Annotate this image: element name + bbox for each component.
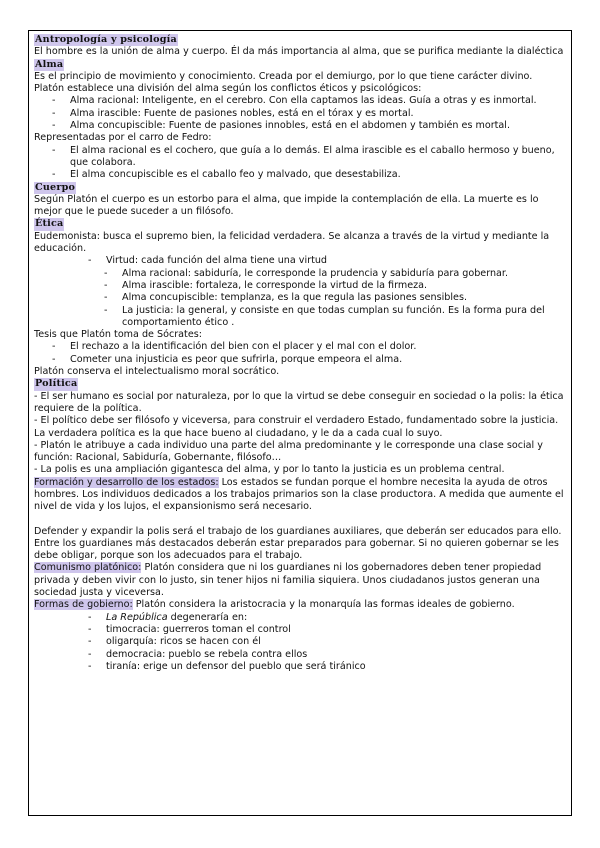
heading-alma: Alma — [35, 58, 64, 70]
text-comunismo: Platón considera que ni los guardianes ni los gobernadores deben tener propiedad privada y deben vivir con lo justo, sin tener hijos ni familia siquiera. Unos ciudadanos justos generan una sociedad justa y viceversa. — [34, 562, 542, 599]
notes-page — [28, 30, 572, 816]
list-item: - democracia: pueblo se rebela contra ellos — [34, 649, 566, 661]
list-item: - tiranía: erige un defensor del pueblo que será tiránico — [34, 661, 566, 673]
label-formas-gobierno: Formas de gobierno: — [34, 599, 133, 611]
list-item: - El rechazo a la identificación del bien con el placer y el mal con el dolor. — [34, 341, 566, 353]
paragraph-alma-1: Es el principio de movimiento y conocimiento. Creada por el demiurgo, por lo que tiene carácter divino. — [34, 70, 533, 82]
paragraph-politica-4: - La polis es una ampliación gigantesca del alma, y por lo tanto la justicia es un problema central. — [34, 464, 505, 476]
paragraph-politica-1: - El ser humano es social por naturaleza, por lo que la virtud se debe conseguir en sociedad o la polis: la ética requiere de la política. — [34, 390, 564, 414]
theses-list — [34, 341, 566, 366]
list-item: - timocracia: guerreros toman el control — [34, 624, 566, 636]
list-item: - El alma racional es el cochero, que guía a lo demás. El alma irascible es el caballo hermoso y bueno, que colabora. — [34, 145, 566, 170]
label-formacion: Formación y desarrollo de los estados: — [34, 476, 219, 488]
paragraph-carro-fedro: Representadas por el carro de Fedro: — [34, 132, 212, 144]
list-item: - Alma racional: sabiduría, le corresponde la prudencia y sabiduría para gobernar. — [34, 268, 566, 280]
list-item: - La justicia: la general, y consiste en que todas cumplan su función. Es la forma pura del comportamiento ético . — [34, 305, 566, 330]
heading-cuerpo: Cuerpo — [35, 181, 76, 193]
list-item: - Alma irascible: Fuente de pasiones nobles, está en el tórax y es mortal. — [34, 108, 566, 120]
text-formacion: Los estados se fundan porque el hombre necesita la ayuda de otros hombres. Los individuos dedicados a los trabajos primarios son la clase productora. A medida que aumente el nivel de vida y los lujos, el expansionismo será necesario. — [34, 476, 564, 513]
virtue-list — [34, 255, 566, 267]
list-item: - El alma concupiscible es el caballo feo y malvado, que desestabiliza. — [34, 169, 566, 181]
paragraph-etica: Eudemonista: busca el supremo bien, la felicidad verdadera. Se alcanza a través de la virtud y mediante la educación. — [34, 230, 550, 255]
list-item: - Virtud: cada función del alma tiene una virtud — [34, 255, 566, 267]
paragraph-alma-2: Platón establece una división del alma según los conflictos éticos y psicológicos: — [34, 83, 422, 95]
paragraph-formas-gobierno — [34, 599, 566, 611]
blank-line — [34, 514, 566, 526]
virtues-sublist — [34, 268, 566, 329]
list-item: - Cometer una injusticia es peor que sufrirla, porque empeora el alma. — [34, 354, 566, 366]
list-item: - Alma concupiscible: templanza, es la que regula las pasiones sensibles. — [34, 292, 566, 304]
heading-antropologia: Antropología y psicología — [35, 34, 177, 45]
soul-types-list — [34, 95, 566, 132]
label-comunismo: Comunismo platónico: — [34, 562, 142, 574]
heading-politica: Política — [35, 378, 78, 390]
list-item: - Alma racional: Inteligente, en el cerebro. Con ella captamos las ideas. Guía a otras y es inmortal. — [34, 95, 566, 107]
text-formas-gobierno: Platón considera la aristocracia y la monarquía las formas ideales de gobierno. — [132, 599, 515, 611]
paragraph-politica-2: - El político debe ser filósofo y viceversa, para construir el verdadero Estado, fundamentado sobre la justicia. La verdadera política es la que hace bueno al ciudadano, y le da a cada cual lo suyo. — [34, 415, 559, 439]
paragraph-formacion — [34, 477, 566, 514]
list-item: - Alma irascible: fortaleza, le corresponde la virtud de la firmeza. — [34, 280, 566, 292]
list-item: - Alma concupiscible: Fuente de pasiones innobles, está en el abdomen y también es mortal. — [34, 120, 566, 132]
paragraph-intelectualismo: Platón conserva el intelectualismo moral socrático. — [34, 366, 280, 378]
government-forms-list — [34, 612, 566, 673]
chariot-list — [34, 145, 566, 182]
paragraph-politica-3: - Platón le atribuye a cada individuo una parte del alma predominante y le corresponde una clase social y función: Racional, Sabiduría, Gobernante, filósofo… — [34, 439, 543, 464]
paragraph-antropologia: El hombre es la unión de alma y cuerpo. Él da más importancia al alma, que se purifica mediante la dialéctica — [34, 46, 564, 58]
paragraph-comunismo — [34, 562, 566, 599]
list-item: - oligarquía: ricos se hacen con él — [34, 636, 566, 648]
list-item: - La República degeneraría en: — [34, 612, 566, 624]
paragraph-tesis: Tesis que Platón toma de Sócrates: — [34, 329, 202, 341]
paragraph-guardianes: Defender y expandir la polis será el trabajo de los guardianes auxiliares, que deberán ser educados para ello. Entre los guardianes más destacados deberán estar preparados para gobernar. Si no quieren gobernar se les debe obligar, porque son los adecuados para el trabajo. — [34, 525, 562, 562]
heading-etica: Ética — [35, 218, 64, 230]
paragraph-cuerpo: Según Platón el cuerpo es un estorbo para el alma, que impide la contemplación de ella. La muerte es lo mejor que le puede suceder a un filósofo. — [34, 193, 539, 218]
book-title: La República — [106, 611, 168, 623]
